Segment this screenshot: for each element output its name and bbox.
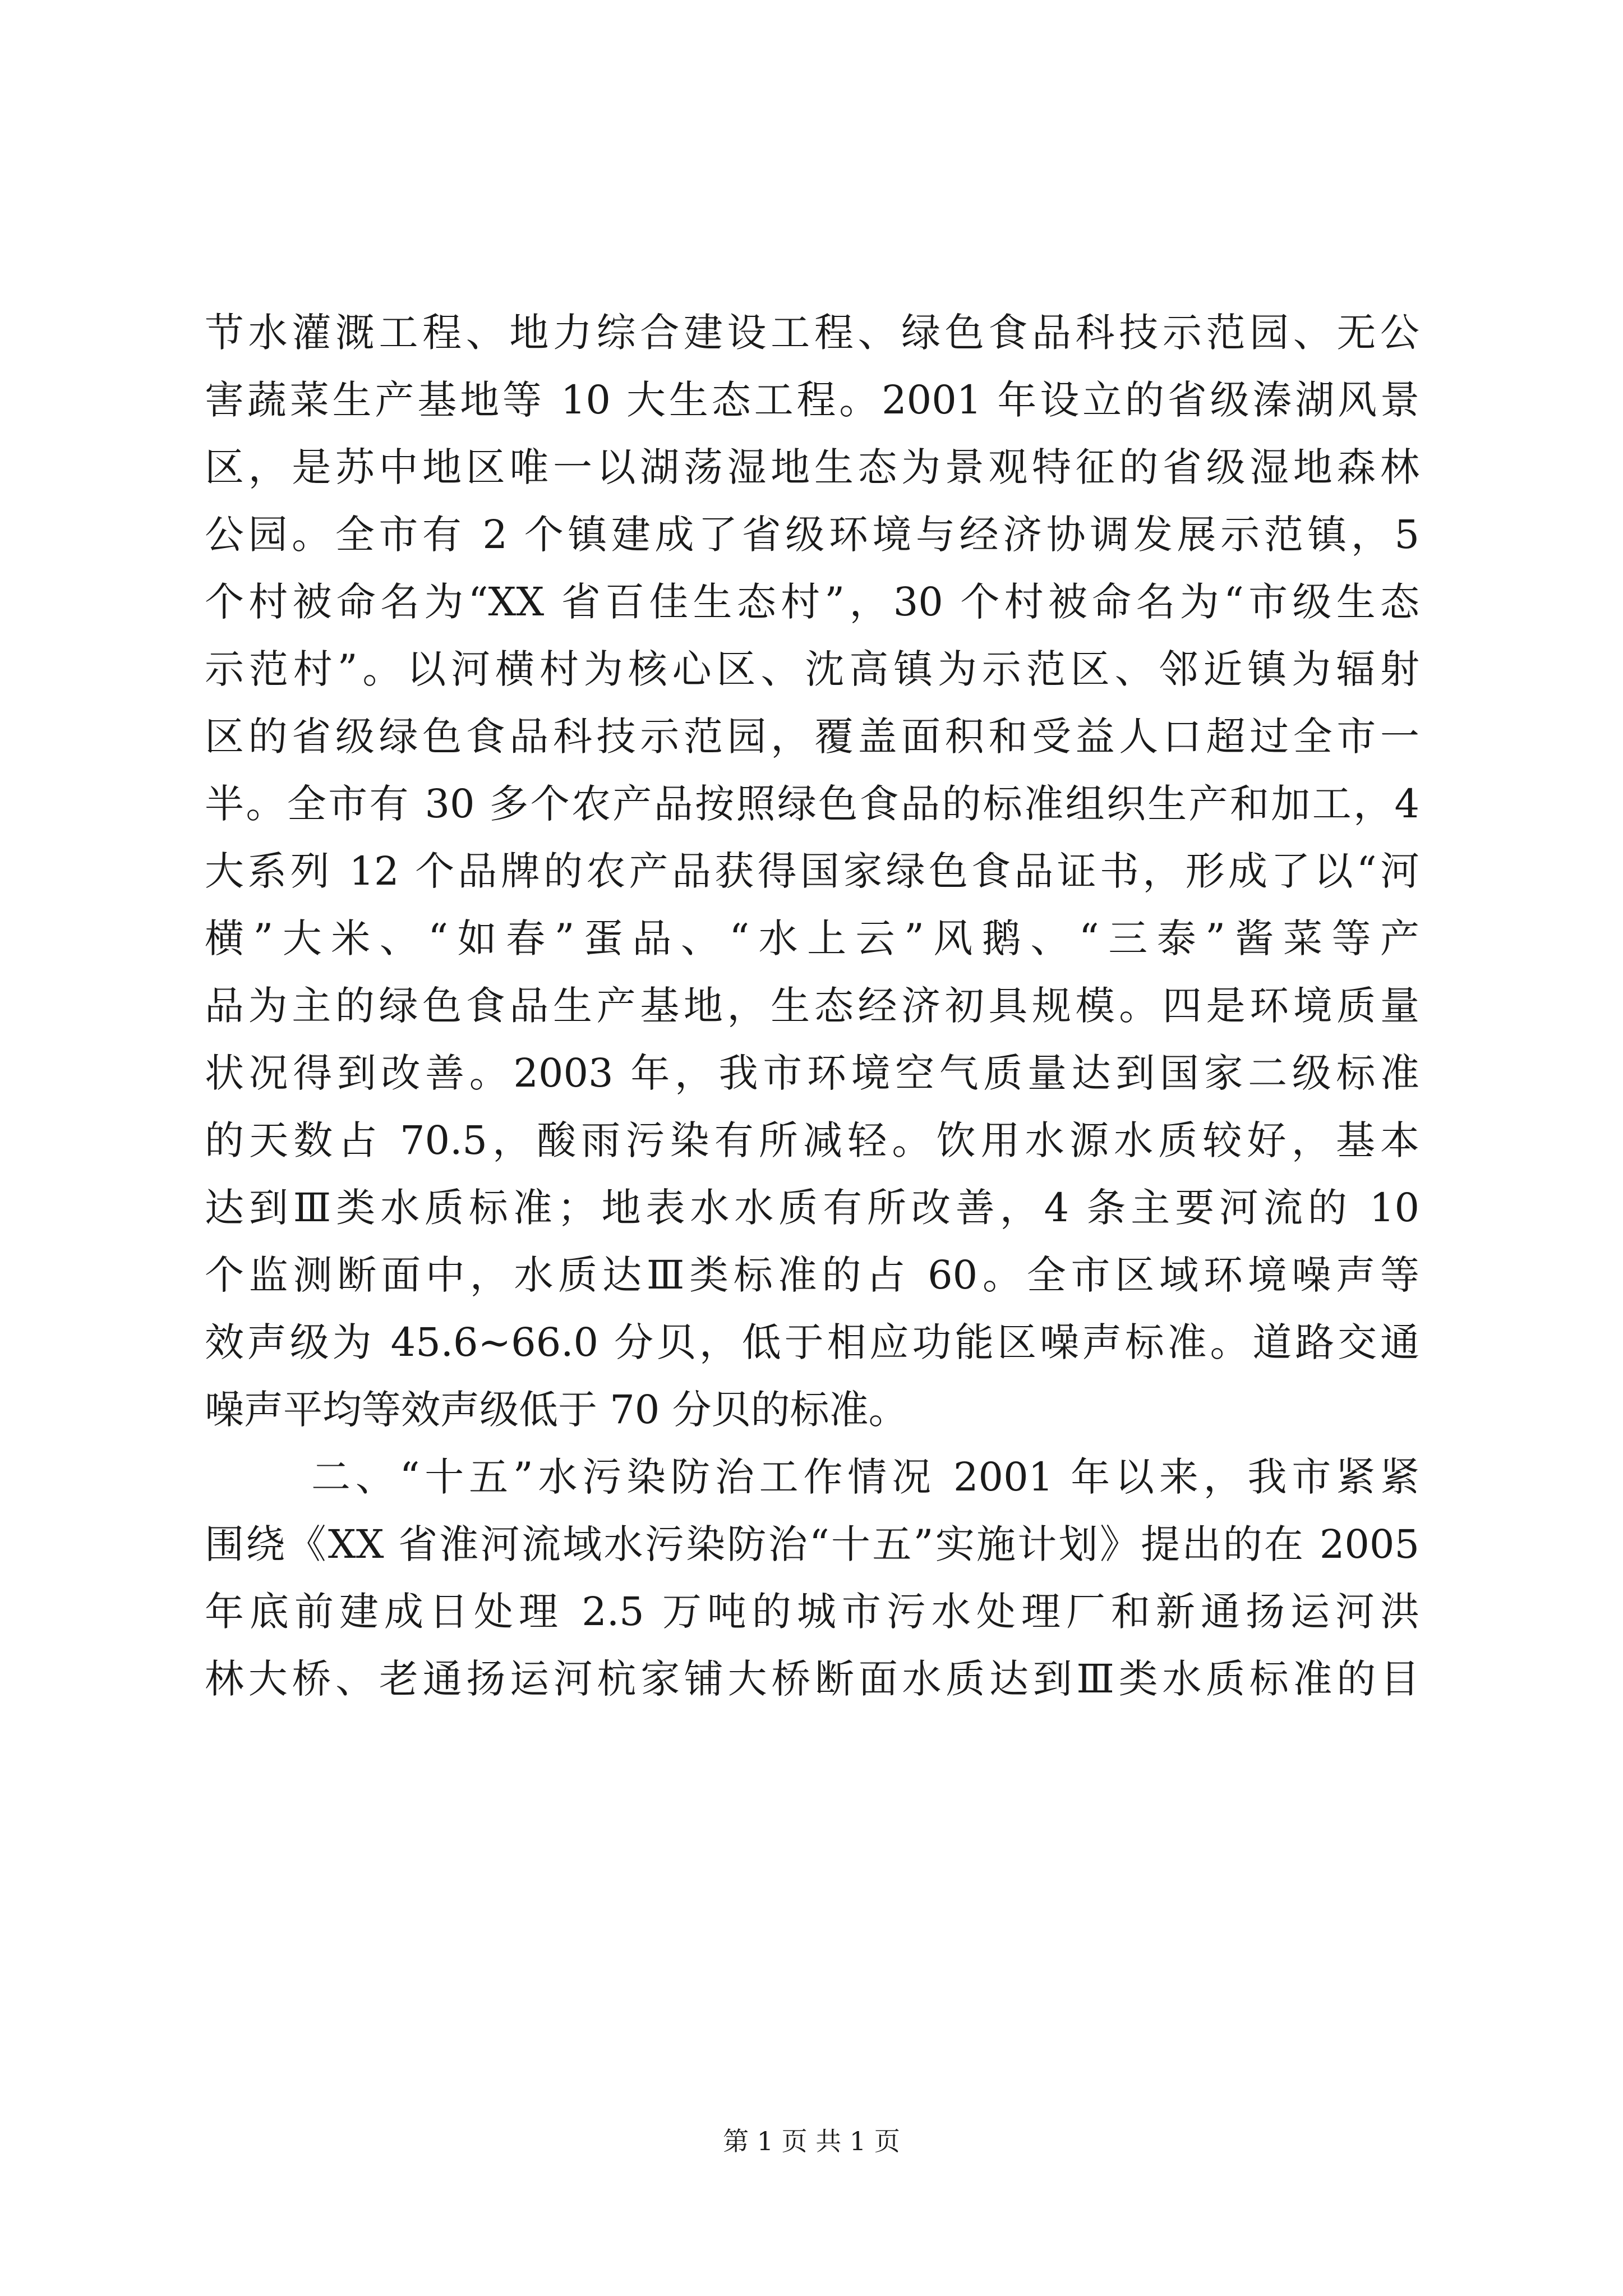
body-line-5: 个村被命名为“XX 省百佳生态村”，30 个村被命名为“市级生态 bbox=[205, 579, 1419, 625]
body-line-9: 大系列 12 个品牌的农产品获得国家绿色食品证书，形成了以“河 bbox=[205, 848, 1419, 894]
body-line-7: 区的省级绿色食品科技示范园，覆盖面积和受益人口超过全市一 bbox=[205, 714, 1419, 760]
body-line-17: 噪声平均等效声级低于 70 分贝的标准。 bbox=[205, 1387, 908, 1433]
body-line-6: 示范村”。以河横村为核心区、沈高镇为示范区、邻近镇为辐射 bbox=[205, 646, 1419, 692]
body-line-2: 害蔬菜生产基地等 10 大生态工程。2001 年设立的省级溱湖风景 bbox=[205, 377, 1419, 423]
body-line-20: 年底前建成日处理 2.5 万吨的城市污水处理厂和新通扬运河洪 bbox=[205, 1589, 1419, 1635]
body-line-13: 的天数占 70.5，酸雨污染有所减轻。饮用水源水质较好，基本 bbox=[205, 1117, 1419, 1163]
body-line-11: 品为主的绿色食品生产基地，生态经济初具规模。四是环境质量 bbox=[205, 983, 1419, 1029]
body-line-12: 状况得到改善。2003 年，我市环境空气质量达到国家二级标准 bbox=[205, 1050, 1419, 1096]
body-line-19: 围绕《XX 省淮河流域水污染防治“十五”实施计划》提出的在 2005 bbox=[205, 1521, 1419, 1567]
body-line-16: 效声级为 45.6~66.0 分贝，低于相应功能区噪声标准。道路交通 bbox=[205, 1319, 1419, 1365]
body-line-1: 节水灌溉工程、地力综合建设工程、绿色食品科技示范园、无公 bbox=[205, 310, 1419, 356]
page-number-footer: 第 1 页 共 1 页 bbox=[723, 2126, 900, 2156]
body-line-18: 二、“十五”水污染防治工作情况 2001 年以来，我市紧紧 bbox=[311, 1454, 1419, 1500]
body-line-8: 半。全市有 30 多个农产品按照绿色食品的标准组织生产和加工，4 bbox=[205, 781, 1419, 827]
body-line-14: 达到Ⅲ类水质标准；地表水水质有所改善，4 条主要河流的 10 bbox=[205, 1185, 1419, 1231]
body-line-4: 公园。全市有 2 个镇建成了省级环境与经济协调发展示范镇，5 bbox=[205, 512, 1419, 558]
body-line-3: 区，是苏中地区唯一以湖荡湿地生态为景观特征的省级湿地森林 bbox=[205, 444, 1419, 490]
body-line-10: 横”大米、“如春”蛋品、“水上云”风鹅、“三泰”酱菜等产 bbox=[205, 915, 1419, 961]
body-line-21: 林大桥、老通扬运河杭家铺大桥断面水质达到Ⅲ类水质标准的目 bbox=[205, 1656, 1419, 1702]
body-line-15: 个监测断面中，水质达Ⅲ类标准的占 60。全市区域环境噪声等 bbox=[205, 1252, 1419, 1298]
